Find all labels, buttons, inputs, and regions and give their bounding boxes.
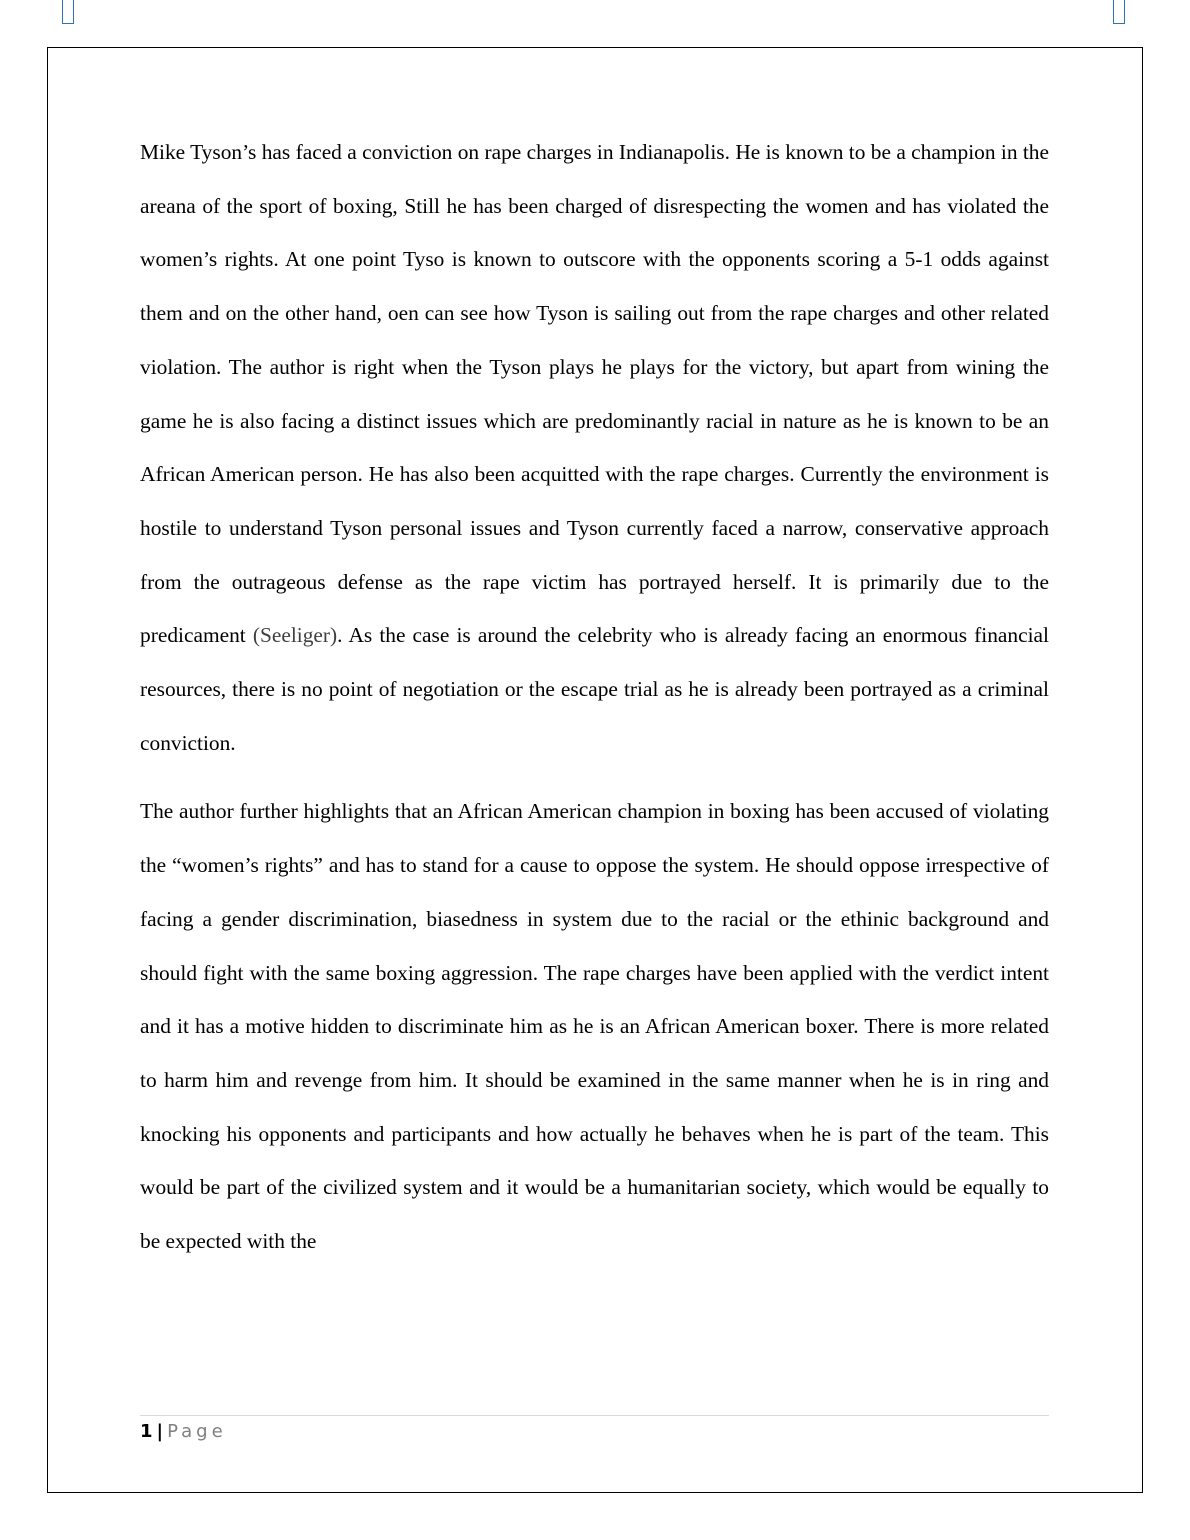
paragraph-2: The author further highlights that an African American champion in boxing has been accused of violating the “women’s rights” and has to stand for a cause to oppose the system. He should oppose irrespective of facing a gender discrimination, biasedness in system due to the racial or the ethinic background and should fight with the same boxing aggression. The rape charges have been applied with the verdict intent and it has a motive hidden to discriminate him as he is an African American boxer. There is more related to harm him and revenge from him. It should be examined in the same manner when he is in ring and knocking his opponents and participants and how actually he behaves when he is part of the team. This would be part of the civilized system and it would be a humanitarian society, which would be equally to be expected with the: [140, 799, 1049, 1254]
crop-mark-right: [1113, 0, 1125, 24]
page-label: Page: [167, 1421, 227, 1442]
page-footer: [140, 1415, 1049, 1443]
page-number: 1: [140, 1421, 153, 1442]
paragraph-1: [140, 126, 1049, 770]
citation: (Seeliger): [252, 623, 338, 648]
crop-mark-left: [62, 0, 74, 24]
paragraph-1-text: Mike Tyson’s has faced a conviction on rape charges in Indianapolis. He is known to be a champion in the areana of the sport of boxing, Still he has been charged of disrespecting the women and has violated the women’s rights. At one point Tyso is known to outscore with the opponents scoring a 5-1 odds against them and on the other hand, oen can see how Tyson is sailing out from the rape charges and other related violation. The author is right when the Tyson plays he plays for the victory, but apart from wining the game he is also facing a distinct issues which are predominantly racial in nature as he is known to be an African American person. He has also been acquitted with the rape charges. Currently the environment is hostile to understand Tyson personal issues and Tyson currently faced a narrow, conservative approach from the outrageous defense as the rape victim has portrayed herself. It is primarily due to the predicament: [140, 140, 1049, 648]
paragraph-1-text-end: . As the case is around the celebrity who is already facing an enormous financial resources, there is no point of negotiation or the escape trial as he is already been portrayed as a criminal conviction.: [140, 623, 1049, 755]
document-body: [140, 126, 1049, 1269]
footer-separator: |: [156, 1421, 164, 1442]
